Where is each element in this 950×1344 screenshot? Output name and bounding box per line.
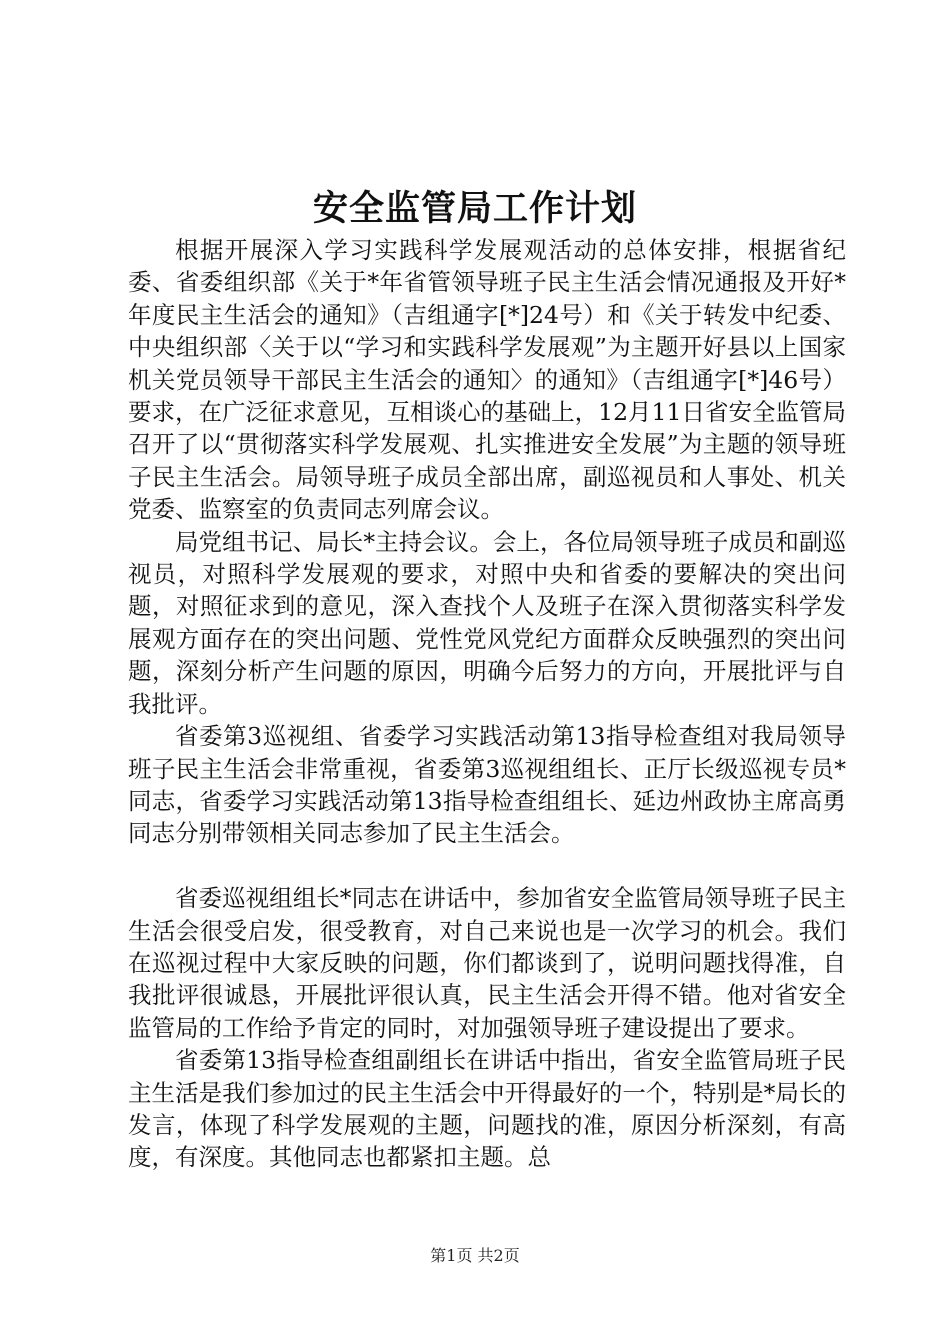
document-title: 安全监管局工作计划 — [312, 188, 637, 229]
paragraph-4: 省委巡视组组长*同志在讲话中，参加省安全监管局领导班子民主生活会很受启发，很受教育，对自己来说也是一次学习的机会。我们在巡视过程中大家反映的问题，你们都谈到了，说明问题找得准，自我批评很诚恳，开展批评很认真，民主生活会开得不错。他对省安全监管局的工作给予肯定的同时，对加强领导班子建设提出了要求。 — [128, 884, 846, 1042]
paragraph-3: 省委第3巡视组、省委学习实践活动第13指导检查组对我局领导班子民主生活会非常重视，省委第3巡视组组长、正厅长级巡视专员*同志，省委学习实践活动第13指导检查组组长、延边州政协主席高勇同志分别带领相关同志参加了民主生活会。 — [128, 722, 846, 848]
paragraph-5: 省委第13指导检查组副组长在讲话中指出，省安全监管局班子民主生活是我们参加过的民主生活会中开得最好的一个，特别是*局长的发言，体现了科学发展观的主题，问题找的准，原因分析深刻，有高度，有深度。其他同志也都紧扣主题。总 — [128, 1046, 846, 1172]
paragraph-2: 局党组书记、局长*主持会议。会上，各位局领导班子成员和副巡视员，对照科学发展观的要求，对照中央和省委的要解决的突出问题，对照征求到的意见，深入查找个人及班子在深入贯彻落实科学发展观方面存在的突出问题、党性党风党纪方面群众反映强烈的突出问题，深刻分析产生问题的原因，明确今后努力的方向，开展批评与自我批评。 — [128, 527, 846, 718]
document-body — [128, 234, 846, 1174]
paragraph-1: 根据开展深入学习实践科学发展观活动的总体安排，根据省纪委、省委组织部《关于*年省管领导班子民主生活会情况通报及开好*年度民主生活会的通知》（吉组通字[*]24号）和《关于转发中纪委、中央组织部〈关于以“学习和实践科学发展观”为主题开好县以上国家机关党员领导干部民主生活会的通知〉的通知》（吉组通字[*]46号）要求，在广泛征求意见，互相谈心的基础上，12月11日省安全监管局召开了以“贯彻落实科学发展观、扎实推进安全发展”为主题的领导班子民主生活会。局领导班子成员全部出席，副巡视员和人事处、机关党委、监察室的负责同志列席会议。 — [128, 236, 846, 524]
page-footer: 第1页 共2页 — [430, 1246, 520, 1265]
